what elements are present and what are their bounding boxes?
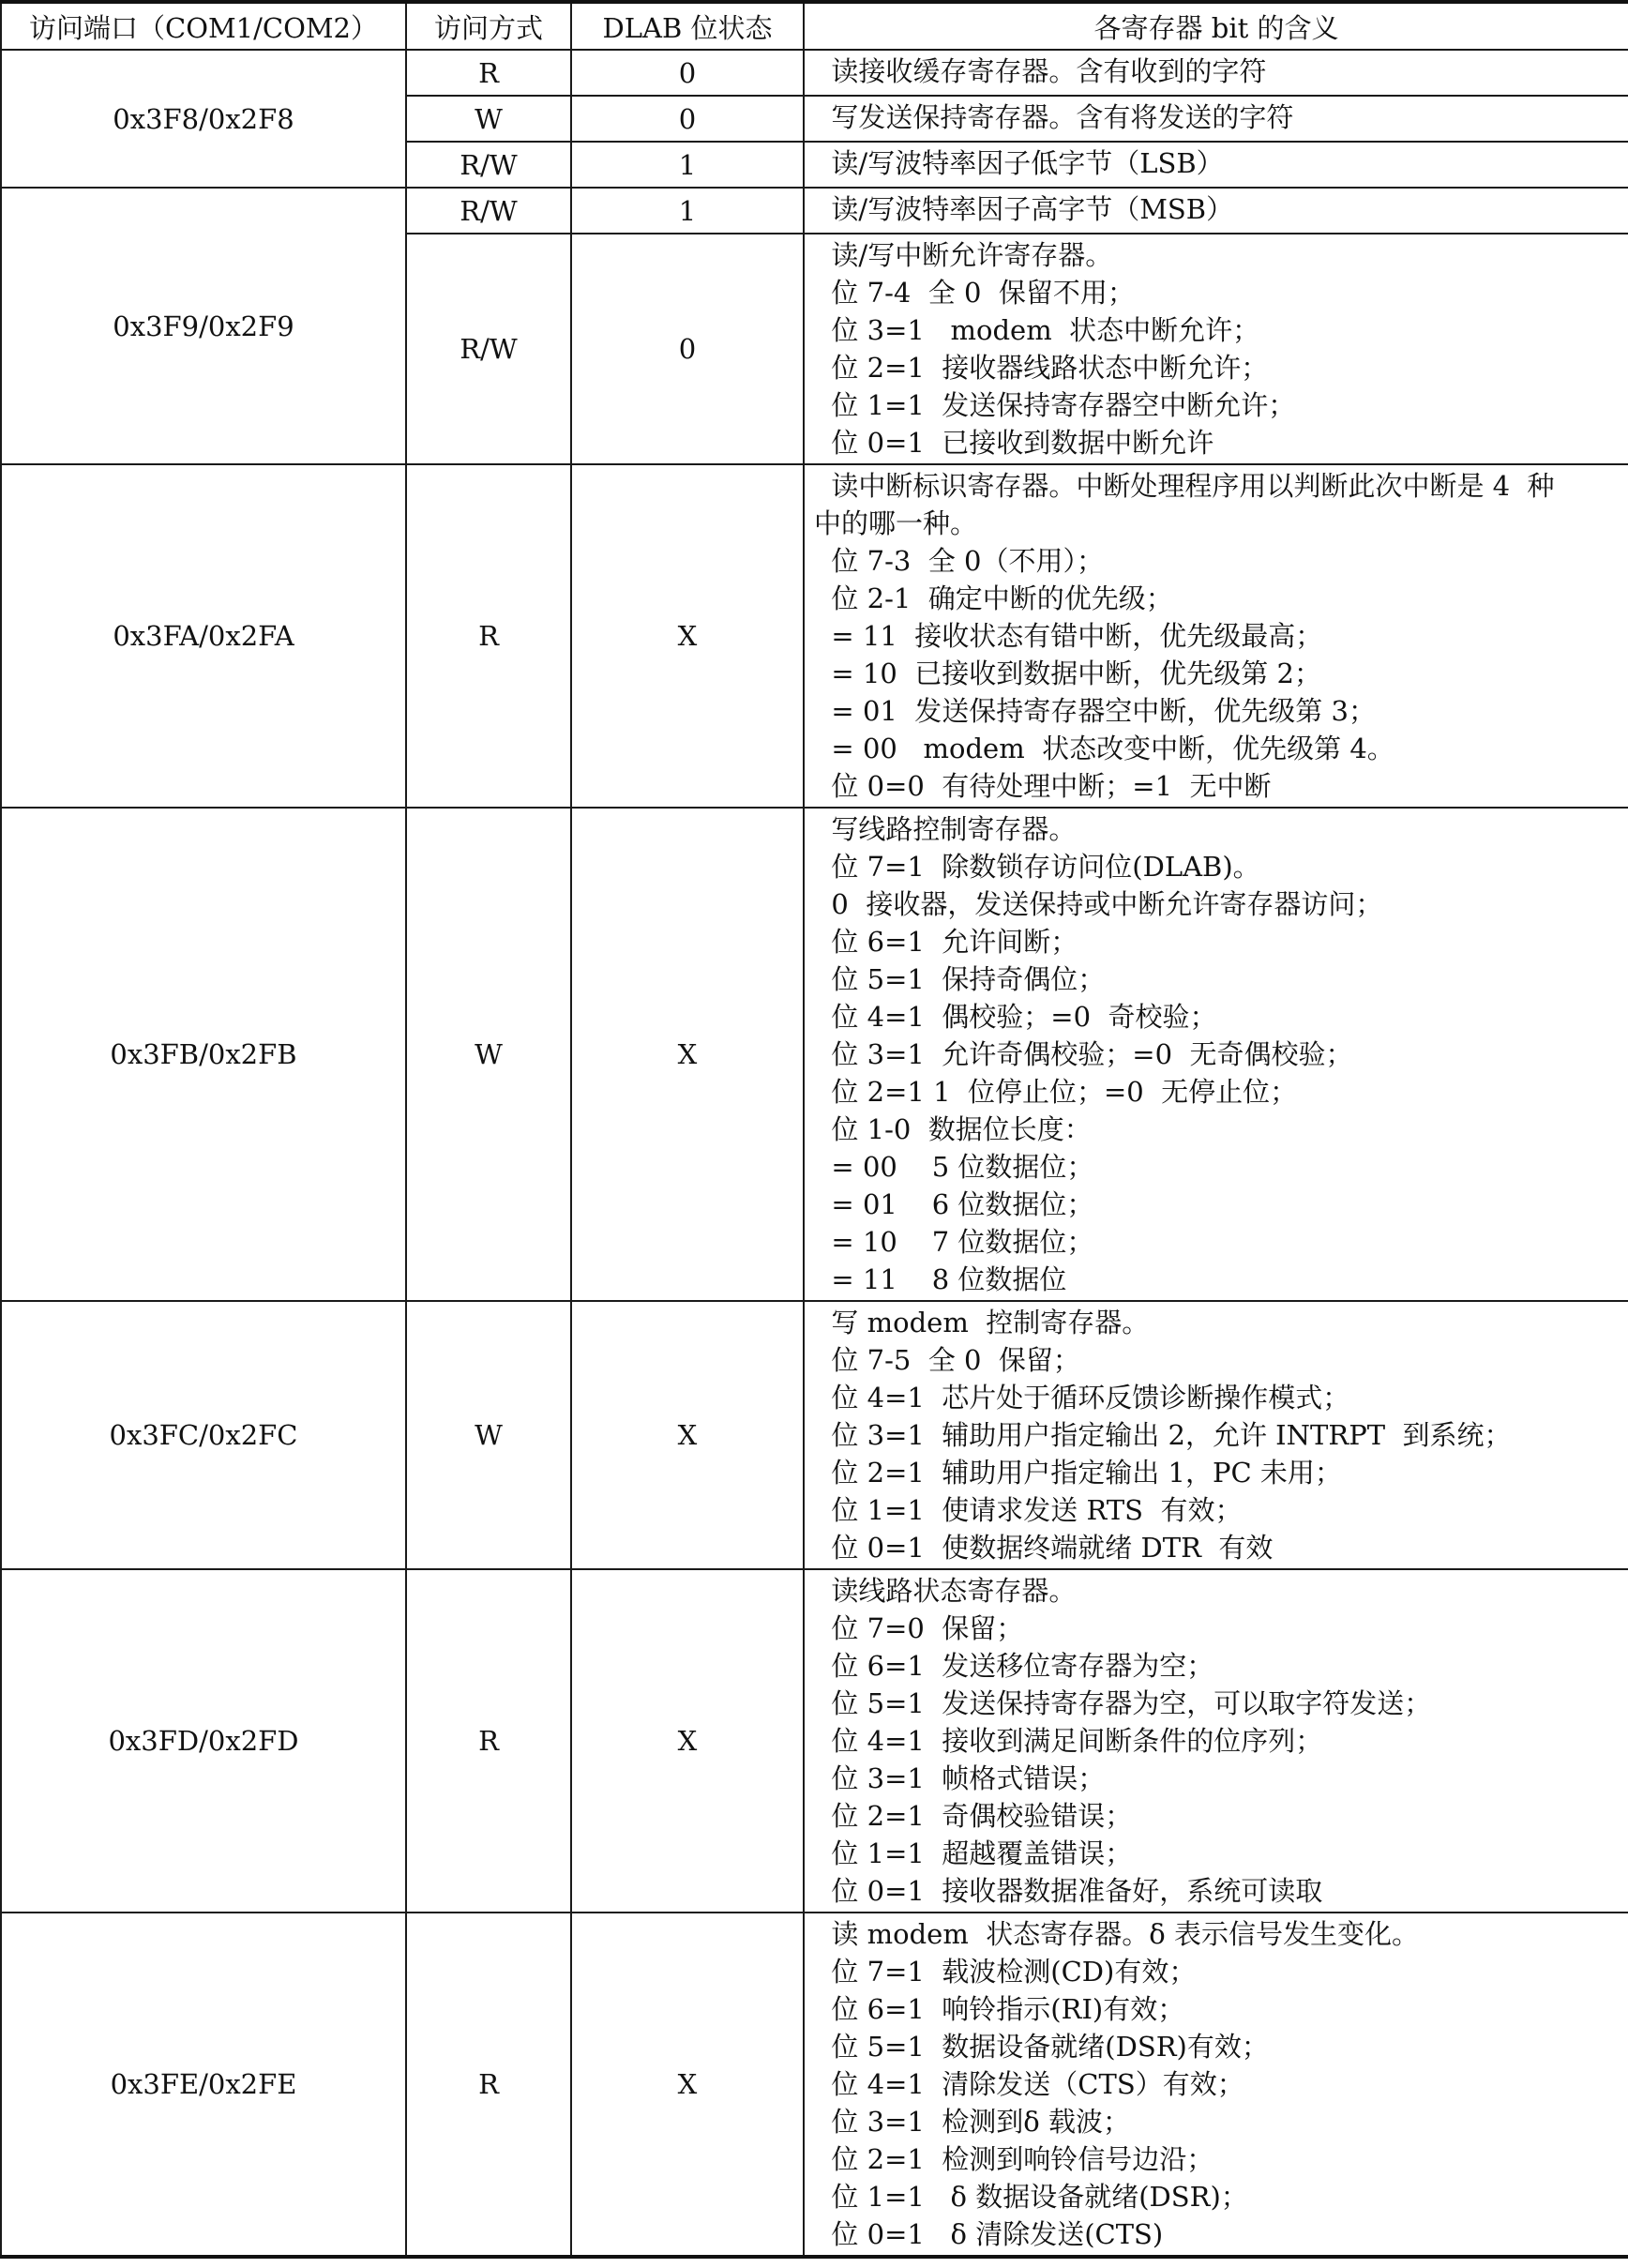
meaning-cell — [804, 1569, 1628, 1913]
meaning-line: 位 7-3 全 0（不用）； — [814, 545, 1104, 577]
port-cell: 0x3F8/0x2F8 — [1, 50, 406, 188]
meaning-line: 位 1-0 数据位长度： — [814, 1113, 1092, 1145]
dlab-cell: 1 — [571, 142, 804, 188]
table-row — [1, 464, 1628, 808]
meaning-line: 位 0=1 已接收到数据中断允许 — [814, 427, 1214, 459]
meaning-line: = 11 8 位数据位 — [814, 1263, 1067, 1295]
meaning-line: 位 5=1 保持奇偶位； — [814, 963, 1106, 995]
header-meaning: 各寄存器 bit 的含义 — [804, 2, 1628, 50]
meaning-cell — [804, 808, 1628, 1301]
header-dlab: DLAB 位状态 — [571, 2, 804, 50]
meaning-cell — [804, 234, 1628, 464]
header-port: 访问端口（COM1/COM2） — [1, 2, 406, 50]
meaning-line: 位 4=1 接收到满足间断条件的位序列； — [814, 1725, 1323, 1757]
mode-cell: R/W — [406, 188, 571, 234]
meaning-line: 位 4=1 偶校验；=0 奇校验； — [814, 1001, 1217, 1033]
meaning-line: 位 1=1 使请求发送 RTS 有效； — [814, 1494, 1243, 1526]
meaning-line: 位 0=0 有待处理中断；=1 无中断 — [814, 770, 1272, 802]
dlab-cell: X — [571, 464, 804, 808]
meaning-line: 位 2=1 接收器线路状态中断允许； — [814, 352, 1269, 384]
meaning-line: 写发送保持寄存器。含有将发送的字符 — [814, 101, 1294, 133]
port-cell: 0x3FA/0x2FA — [1, 464, 406, 808]
table-row — [1, 188, 1628, 234]
dlab-cell: X — [571, 1301, 804, 1569]
port-cell: 0x3F9/0x2F9 — [1, 188, 406, 464]
meaning-line: 读/写中断允许寄存器。 — [814, 239, 1113, 271]
meaning-line: 位 4=1 芯片处于循环反馈诊断操作模式； — [814, 1382, 1350, 1414]
meaning-line: 位 3=1 辅助用户指定输出 2，允许 INTRPT 到系统； — [814, 1419, 1512, 1451]
meaning-line: 位 3=1 modem 状态中断允许； — [814, 314, 1260, 346]
meaning-line: 位 2=1 检测到响铃信号边沿； — [814, 2143, 1214, 2175]
meaning-cell — [804, 1913, 1628, 2257]
port-cell: 0x3FC/0x2FC — [1, 1301, 406, 1569]
meaning-line: = 01 6 位数据位； — [814, 1188, 1094, 1220]
meaning-line: 位 1=1 超越覆盖错误； — [814, 1837, 1133, 1869]
meaning-line: 位 7=1 载波检测(CD)有效； — [814, 1956, 1197, 1988]
meaning-cell — [804, 464, 1628, 808]
meaning-line: 位 5=1 发送保持寄存器为空，可以取字符发送； — [814, 1687, 1432, 1719]
meaning-line: 位 5=1 数据设备就绪(DSR)有效； — [814, 2031, 1269, 2063]
meaning-line: 位 6=1 发送移位寄存器为空； — [814, 1650, 1214, 1682]
meaning-line: 位 6=1 响铃指示(RI)有效； — [814, 1993, 1185, 2025]
dlab-cell: X — [571, 808, 804, 1301]
port-cell: 0x3FE/0x2FE — [1, 1913, 406, 2257]
table-row — [1, 1913, 1628, 2257]
dlab-cell: 1 — [571, 188, 804, 234]
meaning-line: = 01 发送保持寄存器空中断，优先级第 3； — [814, 695, 1376, 727]
mode-cell: R — [406, 1913, 571, 2257]
meaning-line: 读/写波特率因子高字节（MSB） — [814, 193, 1234, 225]
port-cell: 0x3FD/0x2FD — [1, 1569, 406, 1913]
meaning-line: 位 7-5 全 0 保留； — [814, 1344, 1080, 1376]
meaning-line: = 00 5 位数据位； — [814, 1151, 1094, 1183]
header-row — [1, 2, 1628, 50]
meaning-line: 位 0=1 δ 清除发送(CTS) — [814, 2218, 1164, 2250]
meaning-cell — [804, 96, 1628, 142]
meaning-line: 位 4=1 清除发送（CTS）有效； — [814, 2068, 1244, 2100]
meaning-cell — [804, 188, 1628, 234]
table-row — [1, 1569, 1628, 1913]
meaning-cell — [804, 1301, 1628, 1569]
dlab-cell: 0 — [571, 96, 804, 142]
meaning-line: 位 2-1 确定中断的优先级； — [814, 582, 1173, 614]
meaning-line: = 11 接收状态有错中断，优先级最高； — [814, 620, 1323, 652]
table-row — [1, 50, 1628, 96]
mode-cell: W — [406, 808, 571, 1301]
meaning-line: 读线路状态寄存器。 — [814, 1575, 1077, 1607]
meaning-line: 位 3=1 帧格式错误； — [814, 1762, 1106, 1794]
mode-cell: W — [406, 96, 571, 142]
meaning-line: 位 0=1 接收器数据准备好，系统可读取 — [814, 1875, 1323, 1907]
meaning-line: 位 1=1 δ 数据设备就绪(DSR)； — [814, 2181, 1248, 2213]
meaning-line: 位 2=1 辅助用户指定输出 1，PC 未用； — [814, 1457, 1342, 1489]
meaning-line: 位 7-4 全 0 保留不用； — [814, 277, 1135, 309]
dlab-cell: X — [571, 1913, 804, 2257]
meaning-line: 位 2=1 1 位停止位；=0 无停止位； — [814, 1076, 1298, 1108]
meaning-line: 写线路控制寄存器。 — [814, 813, 1077, 845]
table-row — [1, 1301, 1628, 1569]
meaning-line: = 10 已接收到数据中断，优先级第 2； — [814, 658, 1321, 689]
meaning-line: 读接收缓存寄存器。含有收到的字符 — [814, 55, 1267, 87]
meaning-line: 写 modem 控制寄存器。 — [814, 1307, 1150, 1338]
meaning-line: 中的哪一种。 — [814, 507, 978, 539]
meaning-line: 读/写波特率因子低字节（LSB） — [814, 147, 1224, 179]
port-cell: 0x3FB/0x2FB — [1, 808, 406, 1301]
meaning-line: 位 6=1 允许间断； — [814, 926, 1078, 958]
dlab-cell: 0 — [571, 50, 804, 96]
dlab-cell: 0 — [571, 234, 804, 464]
meaning-line: 位 0=1 使数据终端就绪 DTR 有效 — [814, 1532, 1274, 1564]
table-row — [1, 808, 1628, 1301]
meaning-line: 0 接收器，发送保持或中断允许寄存器访问； — [814, 888, 1383, 920]
mode-cell: R — [406, 1569, 571, 1913]
meaning-line: 位 3=1 允许奇偶校验；=0 无奇偶校验； — [814, 1038, 1353, 1070]
mode-cell: R — [406, 464, 571, 808]
meaning-line: 位 3=1 检测到δ 载波； — [814, 2106, 1130, 2138]
meaning-line: = 00 modem 状态改变中断，优先级第 4。 — [814, 733, 1394, 764]
mode-cell: R/W — [406, 142, 571, 188]
dlab-cell: X — [571, 1569, 804, 1913]
mode-cell: R/W — [406, 234, 571, 464]
mode-cell: R — [406, 50, 571, 96]
meaning-cell — [804, 50, 1628, 96]
meaning-line: 读 modem 状态寄存器。δ 表示信号发生变化。 — [814, 1918, 1419, 1950]
meaning-line: 读中断标识寄存器。中断处理程序用以判断此次中断是 4 种 — [814, 470, 1555, 502]
meaning-line: 位 7=1 除数锁存访问位(DLAB)。 — [814, 851, 1260, 883]
meaning-cell — [804, 142, 1628, 188]
meaning-line: 位 2=1 奇偶校验错误； — [814, 1800, 1133, 1832]
header-mode: 访问方式 — [406, 2, 571, 50]
mode-cell: W — [406, 1301, 571, 1569]
meaning-line: = 10 7 位数据位； — [814, 1226, 1094, 1258]
meaning-line: 位 7=0 保留； — [814, 1612, 1024, 1644]
meaning-line: 位 1=1 发送保持寄存器空中断允许； — [814, 389, 1296, 421]
